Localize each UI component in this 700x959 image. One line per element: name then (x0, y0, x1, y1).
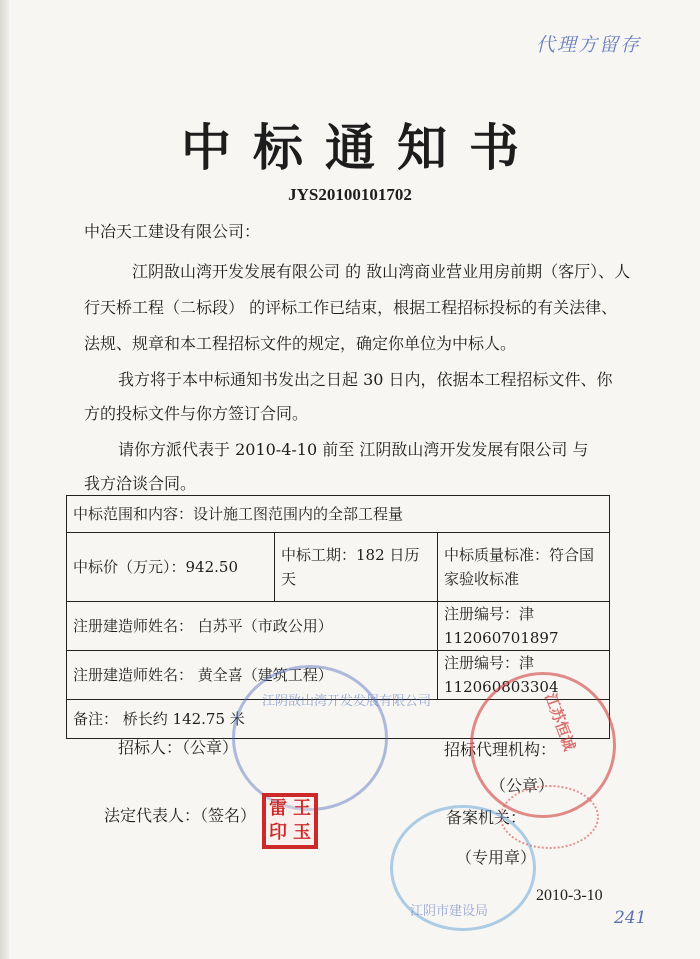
tenderer-label: 招标人：（公章） (118, 738, 239, 757)
issue-date: 2010-3-10 (536, 887, 603, 904)
remark-cell: 备注： 桥长约 142.75 米 (67, 700, 610, 739)
legal-rep-chop (262, 793, 318, 849)
tenderer-seal-text: 江阴敔山湾开发发展有限公司 (262, 694, 432, 709)
document-title: 中标通知书 (181, 118, 541, 177)
para1-line3: 法规、规章和本工程招标文件的规定，确定你单位为中标人。 (84, 334, 517, 353)
chop-char: 印 (269, 822, 287, 843)
legal-rep-label: 法定代表人：（签名） (104, 806, 257, 825)
period-cell: 中标工期：182 日历天 (275, 533, 438, 602)
quality-line1: 中标质量标准：符合国 (444, 546, 595, 564)
quality-line2: 家验收标准 (444, 570, 520, 588)
builder2-name-cell: 注册建造师姓名： 黄全喜（建筑工程） (67, 651, 438, 700)
chop-char: 王 (293, 798, 311, 819)
retention-stamp: 代理方留存 (536, 34, 642, 56)
scope-cell: 中标范围和内容：设计施工图范围内的全部工程量 (67, 496, 610, 533)
builder1-name-cell: 注册建造师姓名： 白苏平（市政公用） (67, 602, 438, 651)
para2-line1: 我方将于本中标通知书发出之日起 30 日内，依据本工程招标文件、你 (118, 370, 613, 389)
price-cell: 中标价（万元）：942.50 (67, 533, 275, 602)
filing-label: 备案机关： (446, 808, 527, 827)
builder2-no-cell: 注册编号：津 112060803304 (438, 651, 610, 700)
agency-seal-label: （公章） (490, 776, 555, 795)
chop-char: 雷 (269, 798, 287, 819)
filing-seal-label: （专用章） (456, 848, 537, 867)
builder1-no-cell: 注册编号：津 112060701897 (438, 602, 610, 651)
addressee: 中冶天工建设有限公司： (84, 222, 261, 241)
para1-line1: 江阴敔山湾开发发展有限公司 的 敔山湾商业营业用房前期（客厅）、人 (132, 262, 631, 281)
chop-char: 玉 (293, 822, 311, 843)
document-number: JYS20100101702 (288, 185, 412, 204)
para3-line1: 请你方派代表于 2010-4-10 前至 江阴敔山湾开发发展有限公司 与 (118, 440, 589, 459)
para2-line2: 方的投标文件与你方签订合同。 (84, 404, 309, 423)
agency-label: 招标代理机构： (444, 740, 557, 759)
quality-cell (438, 533, 610, 602)
para1-line2: 行天桥工程（二标段） 的评标工作已结束，根据工程招标投标的有关法律、 (84, 298, 618, 317)
handwritten-page-number: 241 (614, 908, 647, 928)
filing-seal-text: 江阴市建设局 (410, 904, 489, 919)
agency-seal-text: 江苏恒诚 (541, 690, 579, 754)
para3-line2: 我方洽谈合同。 (84, 474, 197, 493)
